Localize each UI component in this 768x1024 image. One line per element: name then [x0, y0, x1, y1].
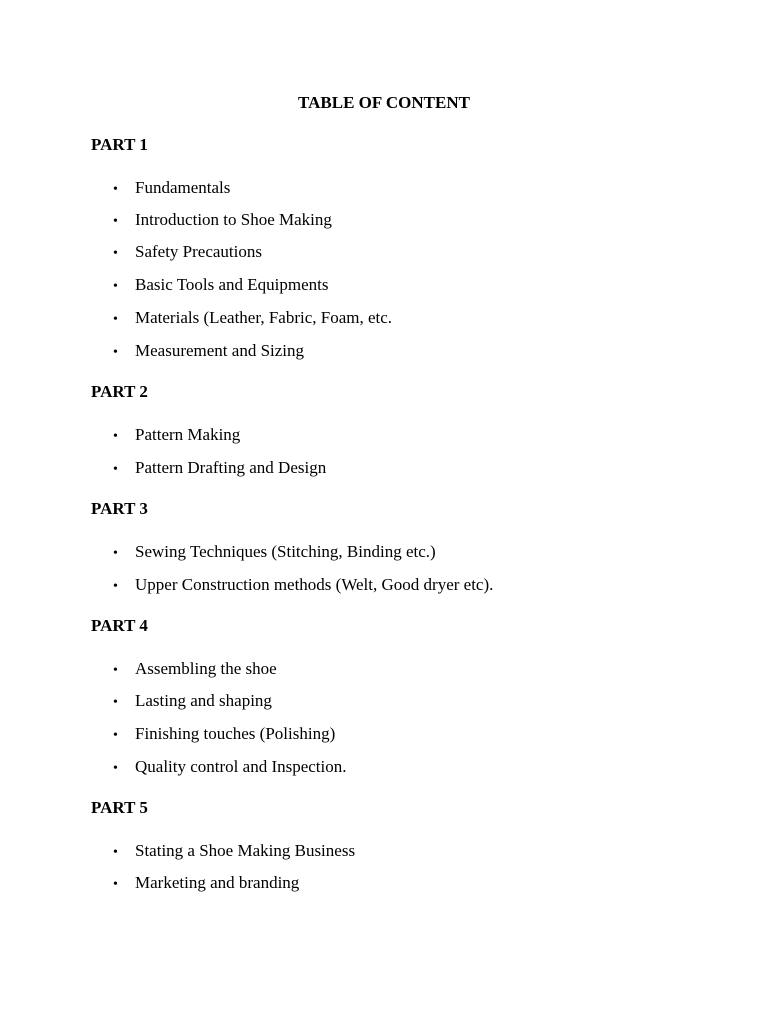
bullet-icon: • [113, 695, 118, 710]
list-item: • Upper Construction methods (Welt, Good dryer etc). [113, 574, 493, 598]
bullet-icon: • [113, 214, 118, 229]
part-heading-3: PART 3 [91, 499, 148, 518]
page-title: TABLE OF CONTENT [298, 93, 470, 112]
list-item: • Assembling the shoe [113, 658, 277, 682]
list-item: • Marketing and branding [113, 872, 299, 896]
bullet-icon: • [113, 312, 118, 327]
list-item: • Stating a Shoe Making Business [113, 840, 355, 864]
list-item: • Introduction to Shoe Making [113, 209, 332, 233]
list-item: • Safety Precautions [113, 241, 262, 265]
part-heading-2: PART 2 [91, 382, 148, 401]
list-item: • Pattern Drafting and Design [113, 457, 326, 481]
part-heading-4: PART 4 [91, 616, 148, 635]
list-item: • Quality control and Inspection. [113, 756, 347, 780]
bullet-icon: • [113, 546, 118, 561]
bullet-icon: • [113, 845, 118, 860]
list-item: • Fundamentals [113, 177, 230, 201]
bullet-icon: • [113, 663, 118, 678]
bullet-icon: • [113, 728, 118, 743]
bullet-icon: • [113, 462, 118, 477]
bullet-icon: • [113, 429, 118, 444]
list-item: • Pattern Making [113, 424, 240, 448]
bullet-icon: • [113, 182, 118, 197]
list-item: • Basic Tools and Equipments [113, 274, 329, 298]
list-item: • Lasting and shaping [113, 690, 272, 714]
list-item: • Sewing Techniques (Stitching, Binding etc.) [113, 541, 436, 565]
part-heading-1: PART 1 [91, 135, 148, 154]
bullet-icon: • [113, 246, 118, 261]
bullet-icon: • [113, 279, 118, 294]
list-item: • Finishing touches (Polishing) [113, 723, 335, 747]
bullet-icon: • [113, 345, 118, 360]
part-heading-5: PART 5 [91, 798, 148, 817]
bullet-icon: • [113, 579, 118, 594]
list-item: • Measurement and Sizing [113, 340, 304, 364]
bullet-icon: • [113, 761, 118, 776]
bullet-icon: • [113, 877, 118, 892]
list-item: • Materials (Leather, Fabric, Foam, etc. [113, 307, 392, 331]
